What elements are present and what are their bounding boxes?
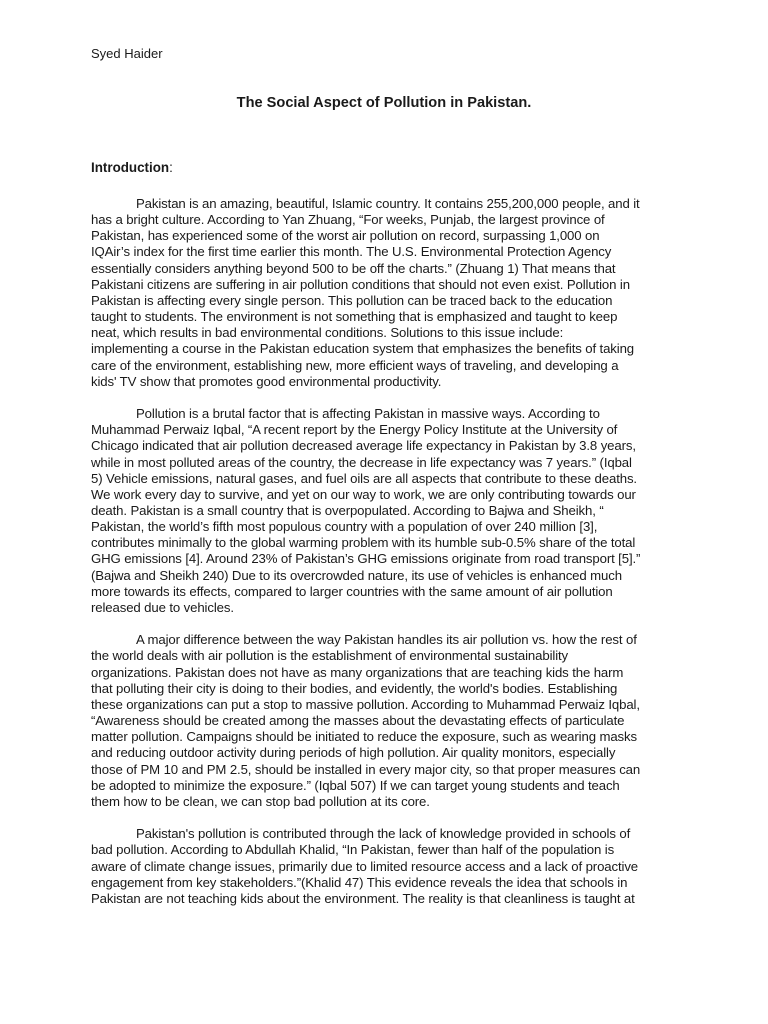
section-heading-label: Introduction — [91, 160, 170, 175]
paragraph-line: Pakistan are not teaching kids about the environment. The reality is that cleanliness is taught at — [91, 890, 635, 906]
paragraph-line: A major difference between the way Pakistan handles its air pollution vs. how the rest of — [136, 632, 637, 648]
paragraph-line: (Bajwa and Sheikh 240) Due to its overcrowded nature, its use of vehicles is enhanced much — [91, 567, 622, 583]
paragraph-line: engagement from key stakeholders.”(Khalid 47) This evidence reveals the idea that schools in — [91, 874, 628, 890]
paragraph-line: essentially considers anything beyond 500 to be off the charts.” (Zhuang 1) That means that — [91, 260, 616, 276]
author-name: Syed Haider — [91, 46, 163, 61]
paragraph-line: “Awareness should be created among the masses about the devastating effects of particulate — [91, 713, 625, 729]
paragraph-line: organizations. Pakistan does not have as many organizations that are teaching kids the harm — [91, 664, 624, 680]
paragraph-line: Pakistani citizens are suffering in air pollution conditions that should not even exist. Pollution in — [91, 276, 630, 292]
paragraph-line: Pakistan, has experienced some of the worst air pollution on record, surpassing 1,000 on — [91, 228, 600, 244]
paragraph-line: has a bright culture. According to Yan Zhuang, “For weeks, Punjab, the largest province of — [91, 212, 605, 228]
paragraph-line: bad pollution. According to Abdullah Khalid, “In Pakistan, fewer than half of the population is — [91, 842, 615, 858]
paragraph-line: those of PM 10 and PM 2.5, should be installed in every major city, so that proper measures can — [91, 761, 641, 777]
section-heading — [91, 160, 173, 176]
paragraph-line: Pakistan is affecting every single person. This pollution can be traced back to the education — [91, 292, 613, 308]
paragraph-line: Chicago indicated that air pollution decreased average life expectancy in Pakistan by 3.8 years, — [91, 438, 636, 454]
paragraph-line: matter pollution. Campaigns should be initiated to reduce the exposure, such as wearing masks — [91, 729, 637, 745]
paragraph-line: be adopted to minimize the exposure.” (Iqbal 507) If we can target young students and teach — [91, 777, 620, 793]
body-paragraph — [91, 196, 677, 390]
body-paragraph — [91, 406, 677, 616]
paragraph-line: released due to vehicles. — [91, 599, 234, 615]
paragraph-line: Pakistan, the world’s fifth most populous country with a population of over 240 million [3], — [91, 519, 598, 535]
paragraph-line: and reducing outdoor activity during periods of high pollution. Air quality monitors, especially — [91, 745, 616, 761]
paragraph-line: Pakistan is an amazing, beautiful, Islamic country. It contains 255,200,000 people, and it — [136, 196, 640, 211]
paragraph-line: death. Pakistan is a small country that is overpopulated. According to Bajwa and Sheikh, “ — [91, 503, 604, 518]
document-title: The Social Aspect of Pollution in Pakistan. — [236, 95, 532, 111]
paragraph-line: Muhammad Perwaiz Iqbal, “A recent report by the Energy Policy Institute at the University of — [91, 422, 618, 438]
paragraph-line: more towards its effects, compared to larger countries with the same amount of air pollution — [91, 583, 613, 599]
paragraph-line: care of the environment, establishing new, more efficient ways of traveling, and developing a — [91, 357, 619, 373]
paragraph-line: the world deals with air pollution is the establishment of environmental sustainability — [91, 648, 569, 664]
paragraph-line: GHG emissions [4]. Around 23% of Pakistan’s GHG emissions originate from road transport [5].” — [91, 551, 641, 567]
paragraph-line: that polluting their city is doing to their bodies, and evidently, the world's bodies. Establishing — [91, 680, 618, 696]
paragraph-line: kids' TV show that promotes good environmental productivity. — [91, 373, 442, 389]
section-heading-colon: : — [169, 160, 173, 175]
body-paragraph — [91, 826, 677, 907]
paragraph-line: taught to students. The environment is not something that is emphasized and taught to keep — [91, 309, 618, 325]
body-paragraph — [91, 632, 677, 810]
paragraph-line: contributes minimally to the global warming problem with its humble sub-0.5% share of the total — [91, 535, 636, 551]
paragraph-line: these organizations can put a stop to massive pollution. According to Muhammad Perwaiz Iqbal, — [91, 696, 640, 712]
paragraph-line: 5) Vehicle emissions, natural gases, and fuel oils are all aspects that contribute to these deaths. — [91, 470, 637, 486]
document-body — [91, 196, 677, 923]
paragraph-line: Pollution is a brutal factor that is affecting Pakistan in massive ways. According to — [136, 406, 600, 422]
paragraph-line: them how to be clean, we can stop bad pollution at its core. — [91, 793, 430, 809]
paragraph-line: neat, which results in bad environmental conditions. Solutions to this issue include: — [91, 325, 564, 341]
paragraph-line: aware of climate change issues, primarily due to limited resource access and a lack of proactive — [91, 858, 639, 874]
paragraph-line: IQAir’s index for the first time earlier this month. The U.S. Environmental Protection Agency — [91, 244, 612, 260]
paragraph-line: implementing a course in the Pakistan education system that emphasizes the benefits of taking — [91, 341, 635, 357]
paragraph-line: We work every day to survive, and yet on our way to work, we are only contributing towards our — [91, 486, 636, 502]
paragraph-line: while in most polluted areas of the country, the decrease in life expectancy was 7 years.” (Iqbal — [91, 454, 632, 470]
paragraph-line: Pakistan's pollution is contributed through the lack of knowledge provided in schools of — [136, 826, 631, 842]
